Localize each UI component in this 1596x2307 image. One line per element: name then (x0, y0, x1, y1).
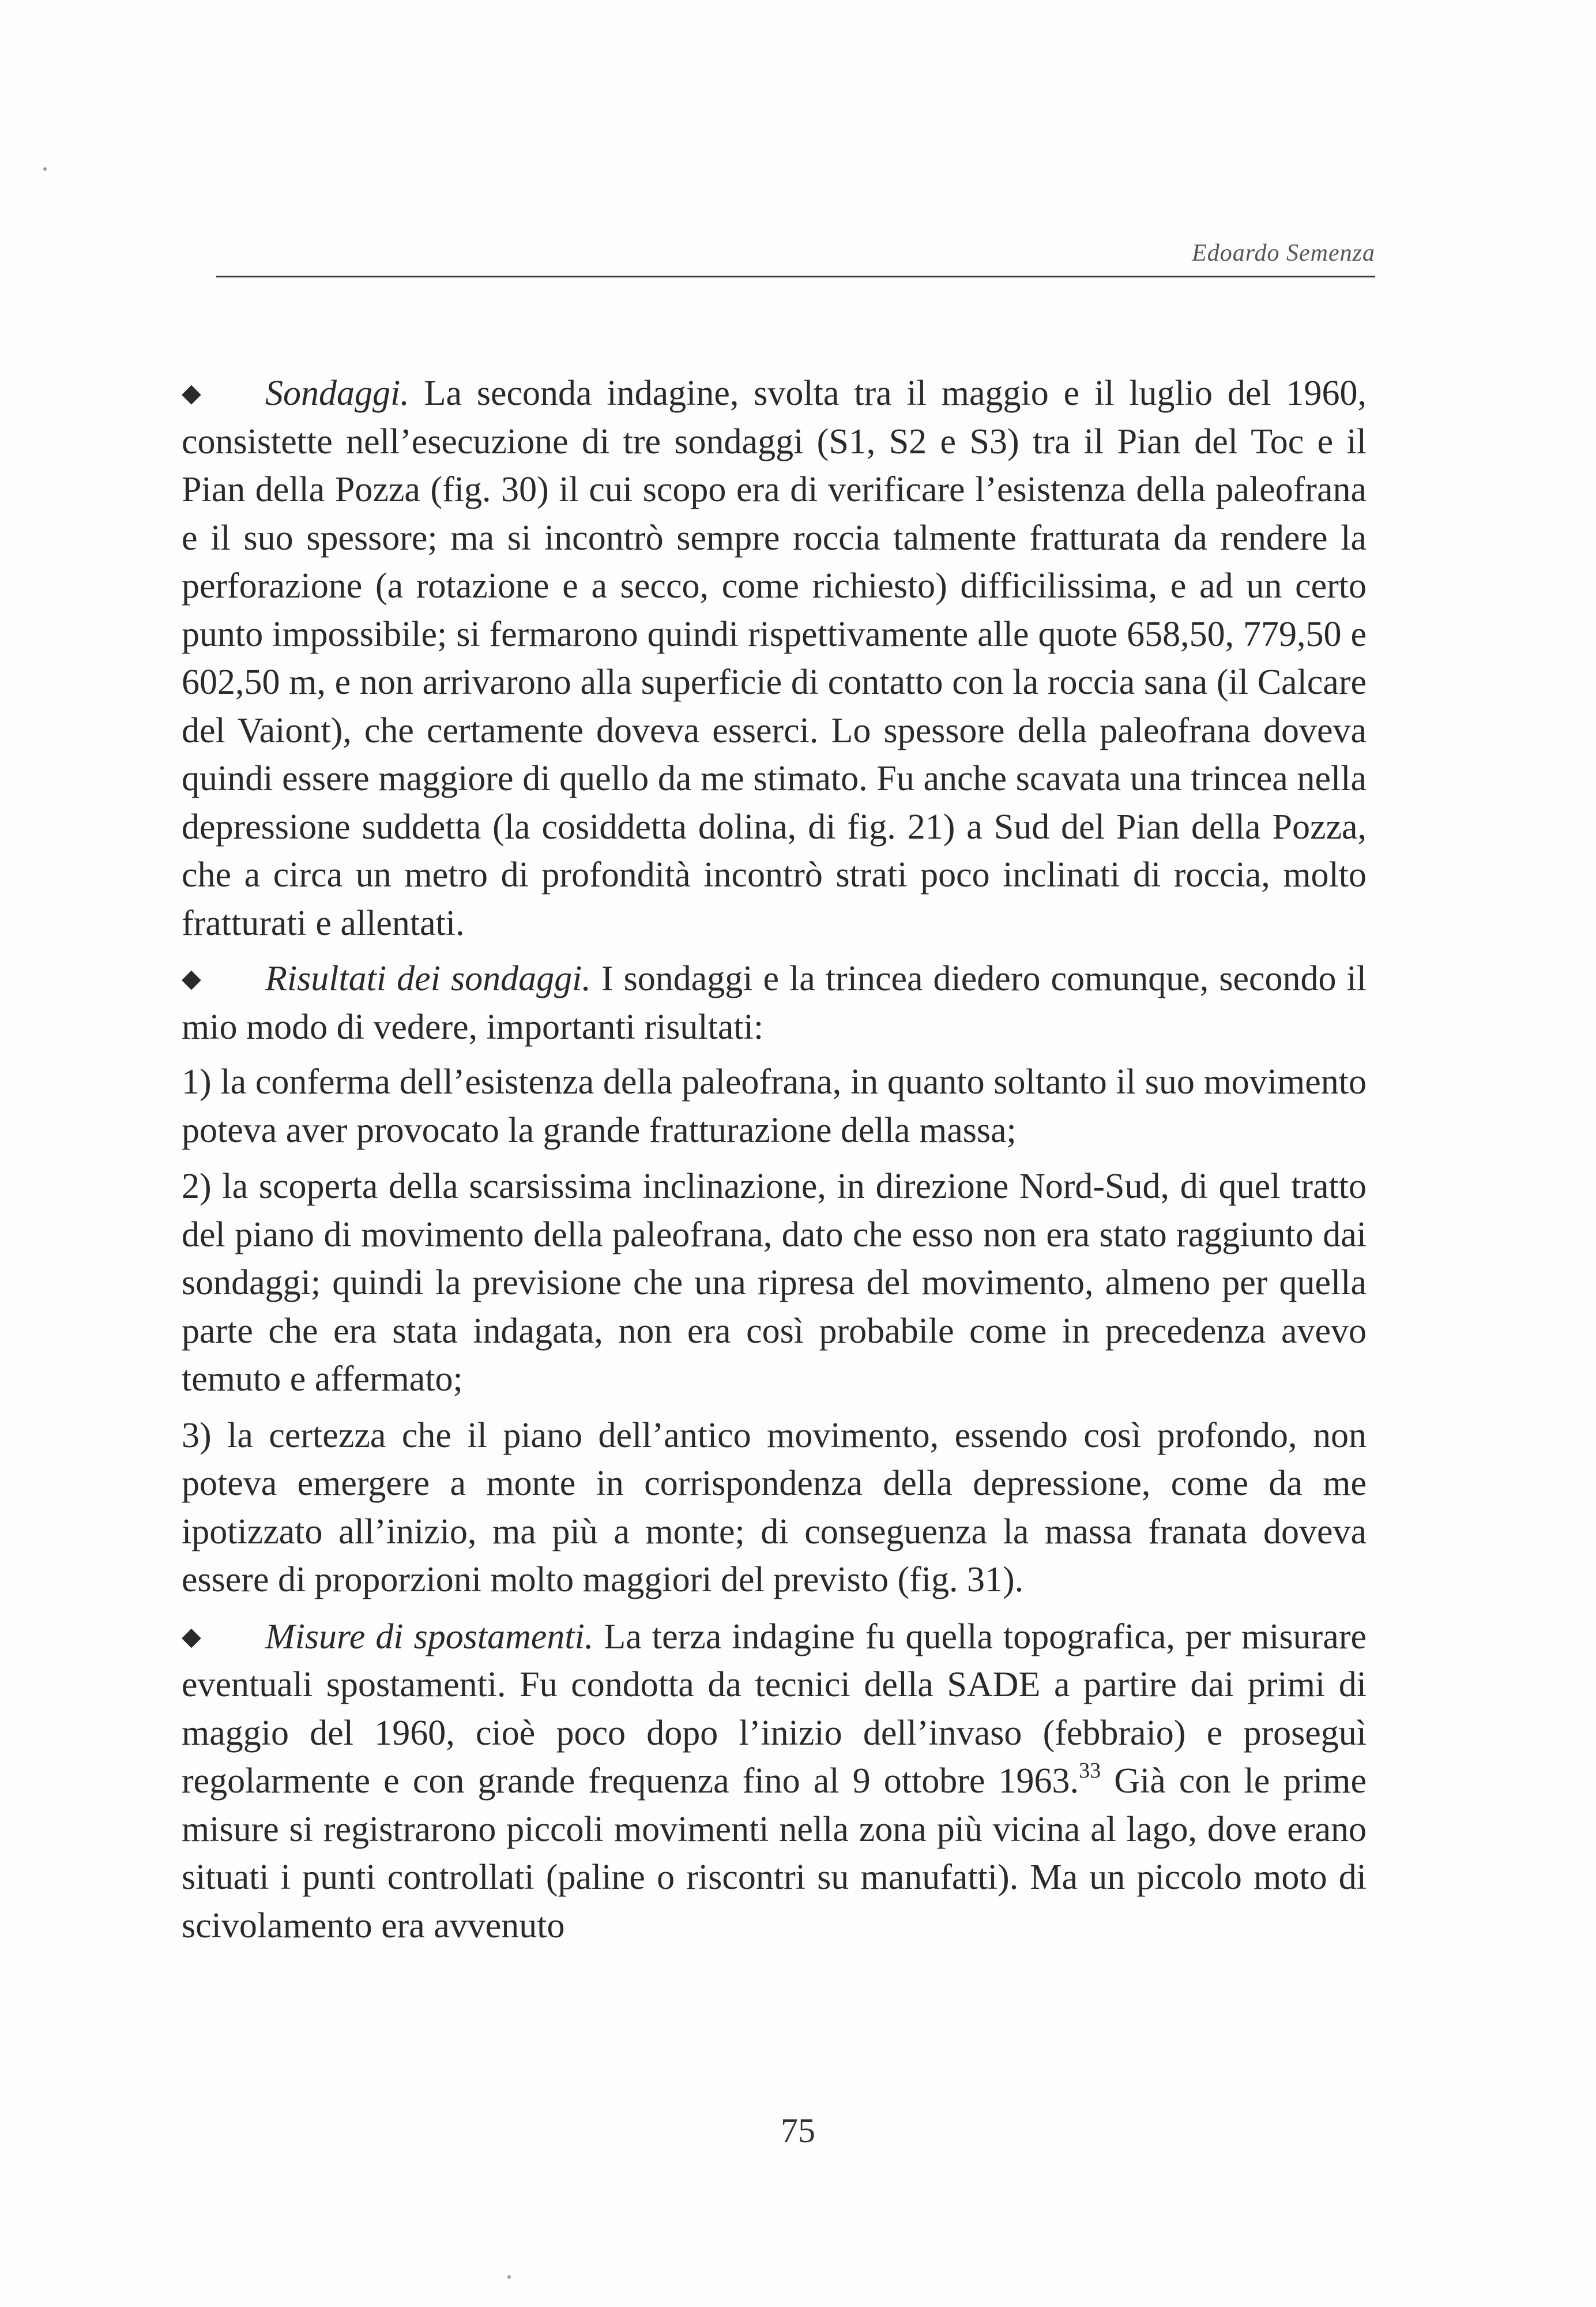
paragraph-lead: Misure di spostamenti. (265, 1617, 594, 1656)
diamond-bullet-icon: ◆ (182, 964, 201, 993)
paragraph-text: La seconda indagine, svolta tra il maggio e il luglio del 1960, consistette nell’esecuzione di tre sondaggi (S1, S2 e S3) tra il Pian del Toc e il Pian della Pozza (fig. 30) il cui scopo era di verificare l’esistenza della paleofrana e il suo spessore; ma si incontrò sempre roccia talmente fratturata da rendere la perforazione (a rotazione e a secco, come richiesto) difficilissima, e ad un certo punto impossibile; si fermarono quindi rispettivamente alle quote 658,50, 779,50 e 602,50 m, e non arrivarono alla superficie di contatto con la roccia sana (il Calcare del Vaiont), che certamente doveva esserci. Lo spessore della paleofrana doveva quindi essere maggiore di quello da me stimato. Fu anche scavata una trincea nella depressione suddetta (la cosiddetta dolina, di fig. 21) a Sud del Pian della Pozza, che a circa un metro di profondità incontrò strati poco inclinati di roccia, molto fratturati e allentati. (182, 374, 1367, 943)
paragraph-lead: Sondaggi. (265, 374, 409, 413)
running-head: Edoardo Semenza (1192, 240, 1375, 266)
diamond-bullet-icon: ◆ (182, 1622, 201, 1651)
diamond-bullet-icon: ◆ (182, 379, 201, 407)
header-rule (216, 276, 1375, 277)
list-item: 1) la conferma dell’esistenza della paleofrana, in quanto soltanto il suo movimento poteva aver provocato la grande fratturazione della massa; (182, 1062, 1367, 1150)
body-text (182, 369, 1367, 1957)
paragraph-text: I sondaggi e la trincea diedero comunque, secondo il mio modo di vedere, importanti risultati: (182, 959, 1367, 1047)
footnote-reference: 33 (1079, 1759, 1101, 1783)
list-item: 2) la scoperta della scarsissima inclinazione, in direzione Nord-Sud, di quel tratto del piano di movimento della paleofrana, dato che esso non era stato raggiunto dai sondaggi; quindi la previsione che una ripresa del movimento, almeno per quella parte che era stata indagata, non era così probabile come in precedenza avevo temuto e affermato; (182, 1167, 1367, 1399)
scan-speck (507, 2275, 511, 2279)
scan-speck (43, 167, 47, 171)
paragraph-misure (182, 1613, 1367, 1951)
list-item: 3) la certezza che il piano dell’antico movimento, essendo così profondo, non poteva emergere a monte in corrispondenza della depressione, come da me ipotizzato all’inizio, ma più a monte; di conseguenza la massa franata doveva essere di proporzioni molto maggiori del previsto (fig. 31). (182, 1415, 1367, 1599)
paragraph-text: La terza indagine fu quella topografica, per misurare eventuali spostamenti. Fu condotta da tecnici della SADE a partire dai primi di maggio del 1960, cioè poco dopo l’inizio dell’invaso (febbraio) e proseguì regolarmente e con grande frequenza fino al 9 ottobre 1963. (182, 1617, 1367, 1801)
paragraph-sondaggi (182, 369, 1367, 948)
paragraph-risultati (182, 955, 1367, 1051)
paragraph-text-continued: Già con le prime misure si registrarono piccoli movimenti nella zona più vicina al lago, dove erano situati i punti controllati (paline o riscontri su manufatti). Ma un piccolo moto di scivolamento era avvenuto (182, 1761, 1367, 1945)
paragraph-lead: Risultati dei sondaggi. (265, 959, 591, 998)
page-number: 75 (781, 2111, 815, 2150)
